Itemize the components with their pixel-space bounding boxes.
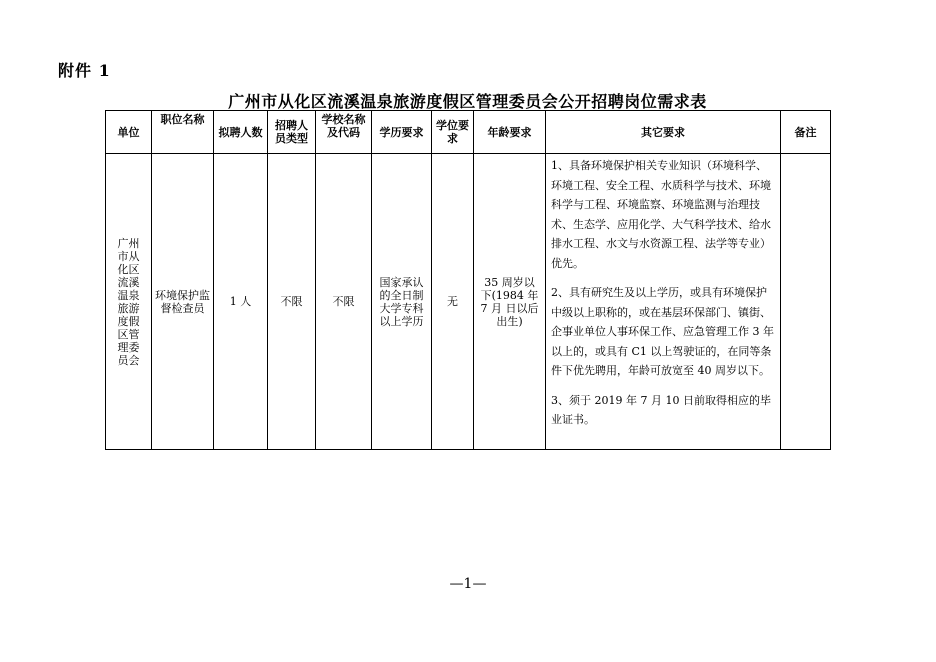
header-degree: 学位要求 xyxy=(432,111,474,154)
header-remark: 备注 xyxy=(781,111,831,154)
cell-remark xyxy=(781,154,831,450)
table-row xyxy=(106,154,831,450)
cell-education: 国家承认的全日制大学专科以上学历 xyxy=(372,154,432,450)
cell-count: 1 人 xyxy=(214,154,268,450)
header-count: 拟聘人数 xyxy=(214,111,268,154)
page-number: —1— xyxy=(449,576,487,592)
other-requirement-2: 2、具有研究生及以上学历，或具有环境保护中级以上职称的，或在基层环保部门、镇街、企事业单位人事环保工作、应急管理工作 3 年以上的，或具有 C1 以上驾驶证的，在同等条件下优先聘用，年龄可放宽至 40 周岁以下。 xyxy=(551,286,774,377)
cell-unit: 广州市从化区流溪温泉旅游度假区管理委员会 xyxy=(106,154,152,450)
cell-school: 不限 xyxy=(316,154,372,450)
cell-other-requirements xyxy=(546,154,781,450)
table-header-row xyxy=(106,111,831,154)
header-other: 其它要求 xyxy=(546,111,781,154)
header-school: 学校名称及代码 xyxy=(316,111,372,154)
attachment-label: 附件 1 xyxy=(58,61,111,80)
header-unit: 单位 xyxy=(106,111,152,154)
cell-degree: 无 xyxy=(432,154,474,450)
document-title: 广州市从化区流溪温泉旅游度假区管理委员会公开招聘岗位需求表 xyxy=(228,92,707,111)
cell-staff-type: 不限 xyxy=(268,154,316,450)
recruitment-table xyxy=(105,110,831,450)
cell-age: 35 周岁以下(1984 年 7 月 日以后出生) xyxy=(474,154,546,450)
header-position: 职位名称 xyxy=(152,111,214,154)
header-education: 学历要求 xyxy=(372,111,432,154)
cell-position: 环境保护监督检查员 xyxy=(152,154,214,450)
header-staff-type: 招聘人员类型 xyxy=(268,111,316,154)
other-requirement-3: 3、须于 2019 年 7 月 10 日前取得相应的毕业证书。 xyxy=(551,393,771,426)
header-age: 年龄要求 xyxy=(474,111,546,154)
other-requirement-1: 1、具备环境保护相关专业知识（环境科学、环境工程、安全工程、水质科学与技术、环境科学与工程、环境监察、环境监测与治理技术、生态学、应用化学、大气科学技术、给水排水工程、水文与水资源工程、法学等专业）优先。 xyxy=(551,159,771,270)
